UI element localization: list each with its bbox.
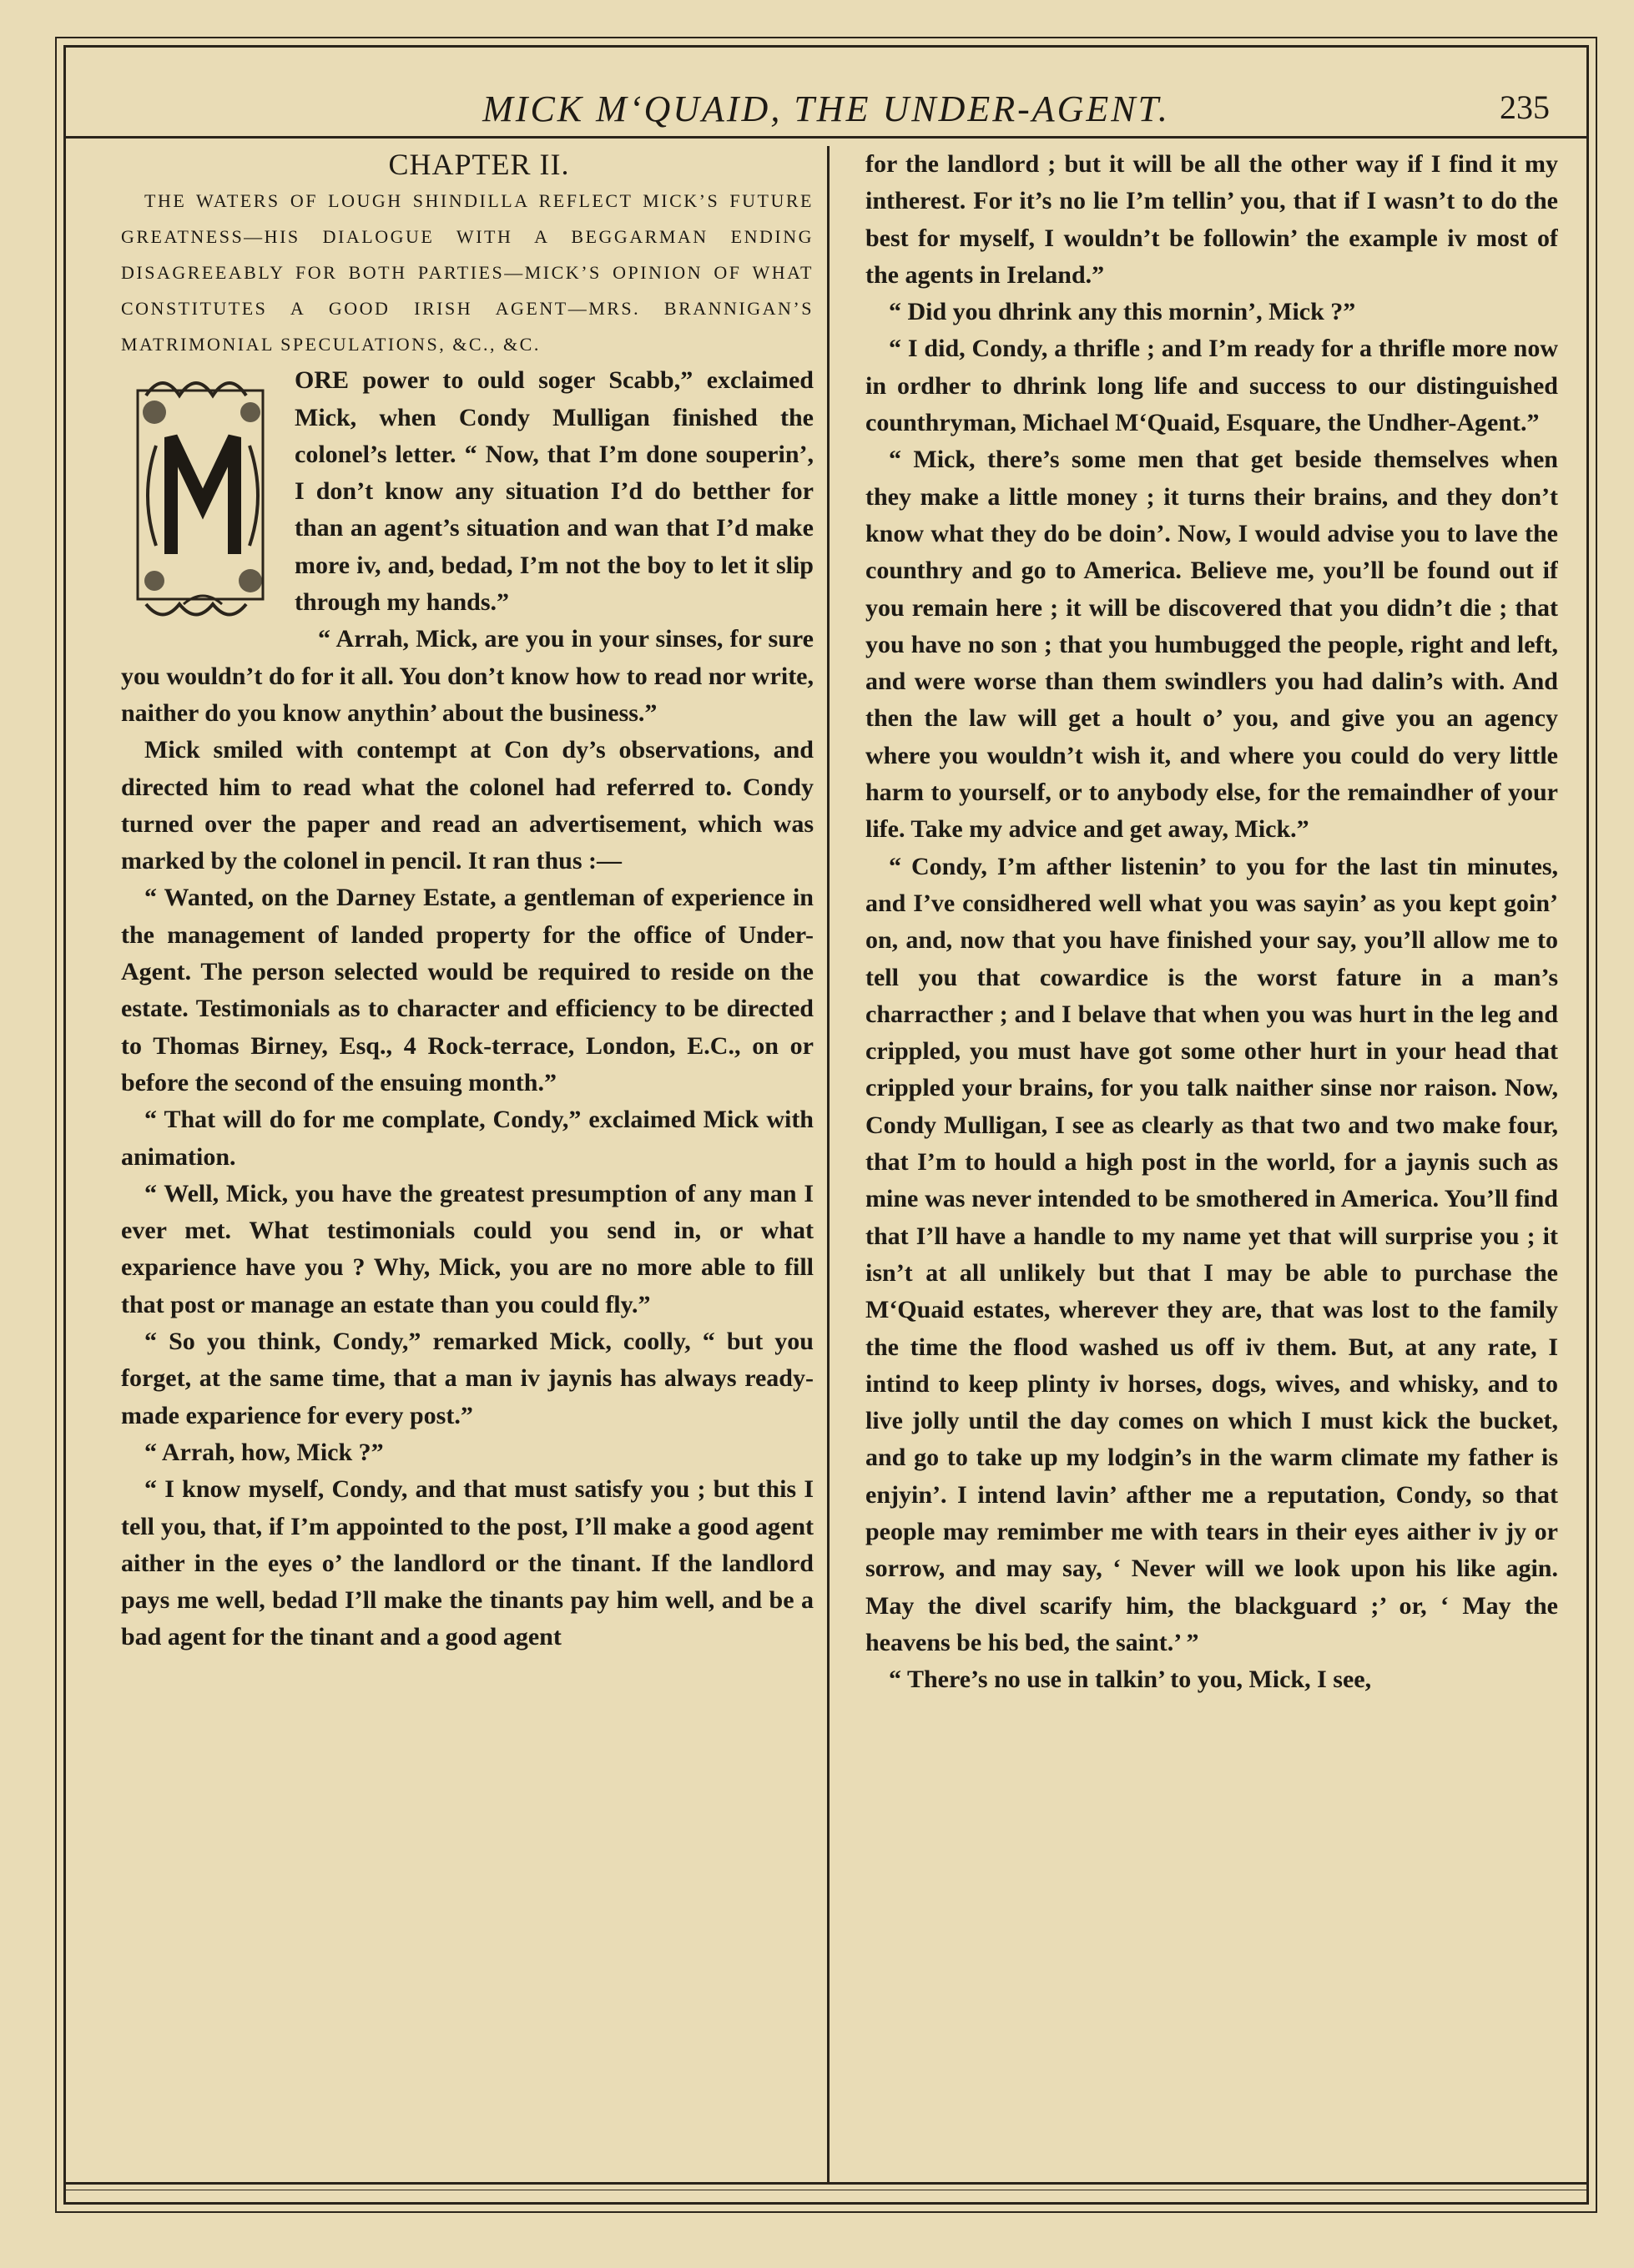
right-paragraph-1: for the landlord ; but it will be all the other way if I find it my intherest. For it’s no lie I’m tellin’ you, that if I wasn’t to do the best for myself, I wouldn’t be followin’ the example iv most of the agents in Ireland.”: [865, 150, 1558, 289]
first-paragraph-text: ORE power to ould soger Scabb,” exclaimed Mick, when Condy Mulligan finished the colonel’s letter. “ Now, that I’m done souperin’, I don’t know any situation I’d do betther for than an agent’s situation and wan that I’d make more iv, and, bedad, I’m not the boy to let it slip through my hands.”: [295, 366, 814, 617]
right-paragraph-4: “ Mick, there’s some men that get beside themselves when they make a little money ; it turns their brains, and they don’t know what they do be doin’. Now, I would advise you to lave the counthry and go to America. Believe me, you’ll be found out if you remain here ; it will be discovered that you didn’t die ; that you have no son ; that you humbugged the people, right and left, and were worse than them swindlers you had dalin’s with. And then the law will get a hoult o’ you, and give you an agency where you wouldn’t wish it, and where you could do very little harm to yourself, or to anybody else, for the remaindher of your life. Take my advice and get away, Mick.”: [865, 446, 1558, 844]
right-column: [865, 146, 1558, 2190]
left-paragraph-6: “ So you think, Condy,” remarked Mick, coolly, “ but you forget, at the same time, that a man iv jaynis has always ready-made exparience for every post.”: [121, 1328, 814, 1429]
left-paragraph-5: “ Well, Mick, you have the greatest presumption of any man I ever met. What testimonials could you send in, or what exparience have you ? Why, Mick, you are no more able to fill that post or manage an estate than you could fly.”: [121, 1179, 814, 1318]
bottom-rule: [66, 2182, 1586, 2190]
left-column: [121, 146, 814, 2190]
right-paragraph-3: “ I did, Condy, a thrifle ; and I’m ready for a thrifle more now in ordher to dhrink long life and success to our distinguished counthryman, Michael M‘Quaid, Esquare, the Undher-Agent.”: [865, 335, 1558, 437]
page-header: [66, 59, 1586, 139]
right-paragraph-5: “ Condy, I’m afther listenin’ to you for the last tin minutes, and I’ve considhered well what you was sayin’ as you kept goin’ on, and, now that you have finished your say, you’ll allow me to tell you that cowardice is the worst fature in a man’s charracther ; and I belave that when you was hurt in the leg and crippled, you must have got some other hurt in your head that crippled your brains, for you talk naither sinse nor raison. Now, Condy Mulligan, I see as clearly as that two and two make four, that I’m to hould a high post in the world, for a jaynis such as mine was never intended to be smothered in America. You’ll find that I’ll have a handle to my name yet that will surprise you ; it isn’t at all unlikely but that I may be able to purchase the M‘Quaid estates, wherever they are, that was lost to the family the time the flood washed us off iv them. But, at any rate, I intind to keep plinty iv horses, dogs, wives, and whisky, and to live jolly until the day comes on which I must kick the bucket, and go to take up my lodgin’s in the warm climate my father is enjyin’. I intend lavin’ afther me a reputation, Condy, so that people may remimber me with tears in their eyes aither iv jy or sorrow, and may say, ‘ Never will we look upon his like agin. May the divel scarify him, the blackguard ;’ or, ‘ May the heavens be his bed, the saint.’ ”: [865, 852, 1558, 1656]
first-paragraph: [121, 362, 814, 621]
left-paragraph-4: “ That will do for me complate, Condy,” exclaimed Mick with animation.: [121, 1106, 814, 1171]
left-paragraph-1: “ Arrah, Mick, are you in your sinses, for sure you wouldn’t do for it all. You don’t know how to read nor write, naither do you know anythin’ about the business.”: [121, 625, 814, 727]
running-title: MICK M‘QUAID, THE UNDER-AGENT.: [482, 88, 1170, 129]
left-paragraph-2: Mick smiled with contempt at Con dy’s observations, and directed him to read what the colonel had referred to. Condy turned over the paper and read an advertisement, which was marked by the colonel in pencil. It ran thus :—: [121, 736, 814, 875]
left-paragraph-3: “ Wanted, on the Darney Estate, a gentleman of experience in the management of landed property for the office of Under-Agent. The person selected would be required to reside on the estate. Testimonials as to character and efficiency to be directed to Thomas Birney, Esq., 4 Rock-terrace, London, E.C., on or before the second of the ensuing month.”: [121, 884, 814, 1096]
page-number: 235: [1500, 88, 1550, 126]
column-divider: [827, 146, 830, 2182]
left-paragraph-7: “ Arrah, how, Mick ?”: [144, 1438, 384, 1466]
chapter-title: CHAPTER II.: [388, 148, 570, 181]
right-paragraph-6: “ There’s no use in talkin’ to you, Mick, I see,: [889, 1666, 1372, 1694]
decorated-initial-m: [121, 362, 285, 627]
page-frame: [63, 45, 1589, 2205]
left-paragraph-8: “ I know myself, Condy, and that must satisfy you ; but this I tell you, that, if I’m appointed to the post, I’ll make a good agent aither in the eyes o’ the landlord or the tinant. If the landlord pays me well, bedad I’ll make the tinants pay him well, and be a bad agent for the tinant and a good agent: [121, 1475, 814, 1651]
right-paragraph-2: “ Did you dhrink any this mornin’, Mick ?”: [889, 298, 1356, 326]
chapter-summary: THE WATERS OF LOUGH SHINDILLA REFLECT MICK’S FUTURE GREATNESS—HIS DIALOGUE WITH A BEGGARMAN ENDING DISAGREEABLY FOR BOTH PARTIES—MICK’S OPINION OF WHAT CONSTITUTES A GOOD IRISH AGENT—MRS. BRANNIGAN’S MATRIMONIAL SPECULATIONS, &C., &C.: [121, 190, 814, 355]
